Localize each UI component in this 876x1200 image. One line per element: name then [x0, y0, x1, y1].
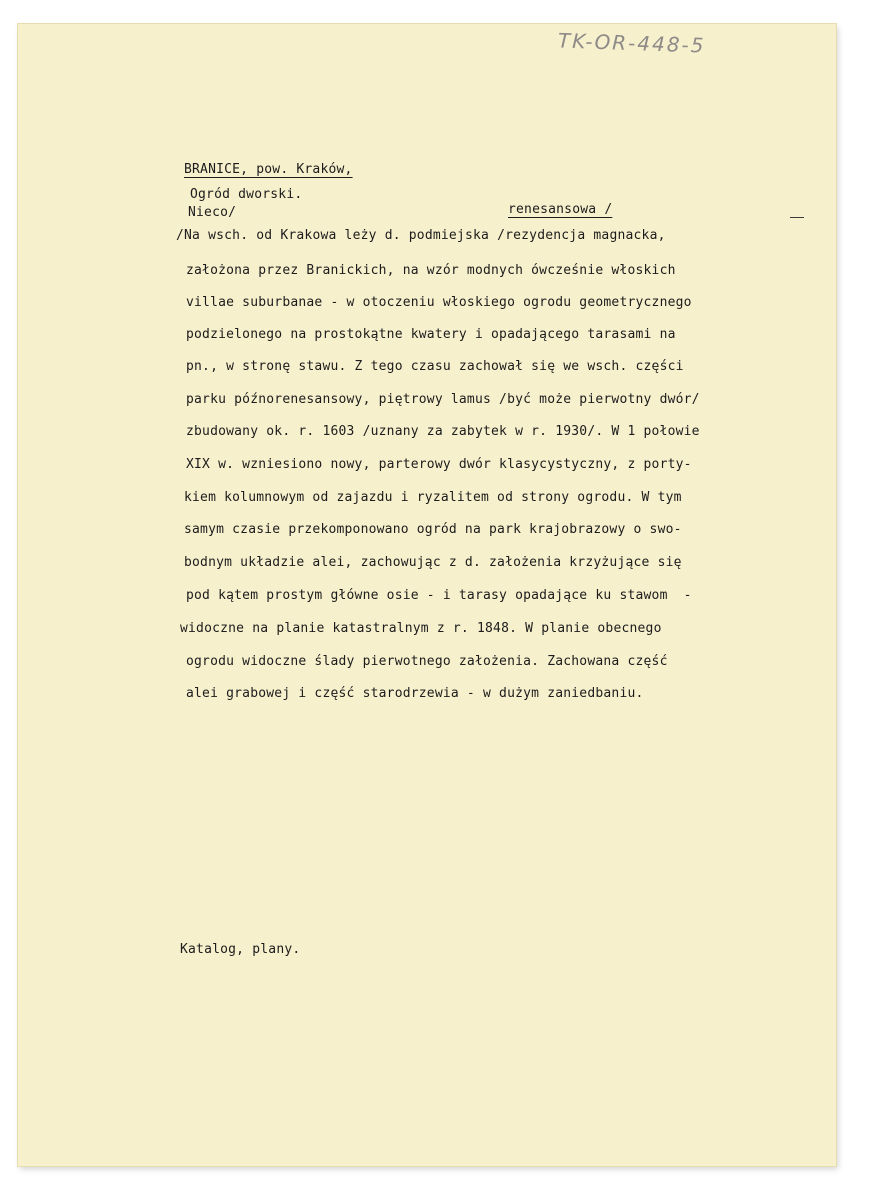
body-line: podzielonego na prostokątne kwatery i opadającego tarasami na	[186, 327, 676, 342]
body-line: założona przez Branickich, na wzór modnych ówcześnie włoskich	[186, 263, 676, 278]
body-line: bodnym układzie alei, zachowując z d. założenia krzyżujące się	[184, 555, 682, 570]
insertion-right: renesansowa /	[508, 202, 613, 217]
archive-reference-handwritten: TK-OR-448-5	[557, 28, 706, 58]
body-line: kiem kolumnowym od zajazdu i ryzalitem od strony ogrodu. W tym	[184, 490, 682, 505]
body-line: alei grabowej i część starodrzewia - w dużym zaniedbaniu.	[186, 686, 644, 701]
body-line: parku późnorenesansowy, piętrowy lamus /być może pierwotny dwór/	[186, 392, 700, 407]
body-line: ogrodu widoczne ślady pierwotnego założenia. Zachowana część	[186, 654, 668, 669]
insertion-left: Nieco/	[188, 205, 237, 220]
body-line: pod kątem prostym główne osie - i tarasy opadające ku stawom -	[186, 588, 692, 603]
body-line: samym czasie przekomponowano ogród na park krajobrazowy o swo-	[184, 522, 682, 537]
footer-note: Katalog, plany.	[180, 942, 301, 957]
body-line: /Na wsch. od Krakowa leży d. podmiejska /rezydencja magnacka,	[176, 228, 666, 243]
body-line: widoczne na planie katastralnym z r. 1848. W planie obecnego	[180, 621, 662, 636]
body-line: villae suburbanae - w otoczeniu włoskiego ogrodu geometrycznego	[186, 295, 692, 310]
heading-place: BRANICE, pow. Kraków,	[184, 162, 353, 177]
body-line: zbudowany ok. r. 1603 /uznany za zabytek w r. 1930/. W 1 połowie	[186, 424, 700, 439]
heading-subtitle: Ogród dworski.	[190, 187, 303, 202]
body-line: XIX w. wzniesiono nowy, parterowy dwór klasycystyczny, z porty-	[186, 457, 692, 472]
body-line: pn., w stronę stawu. Z tego czasu zachował się we wsch. części	[186, 359, 684, 374]
margin-dash-mark	[790, 217, 804, 218]
